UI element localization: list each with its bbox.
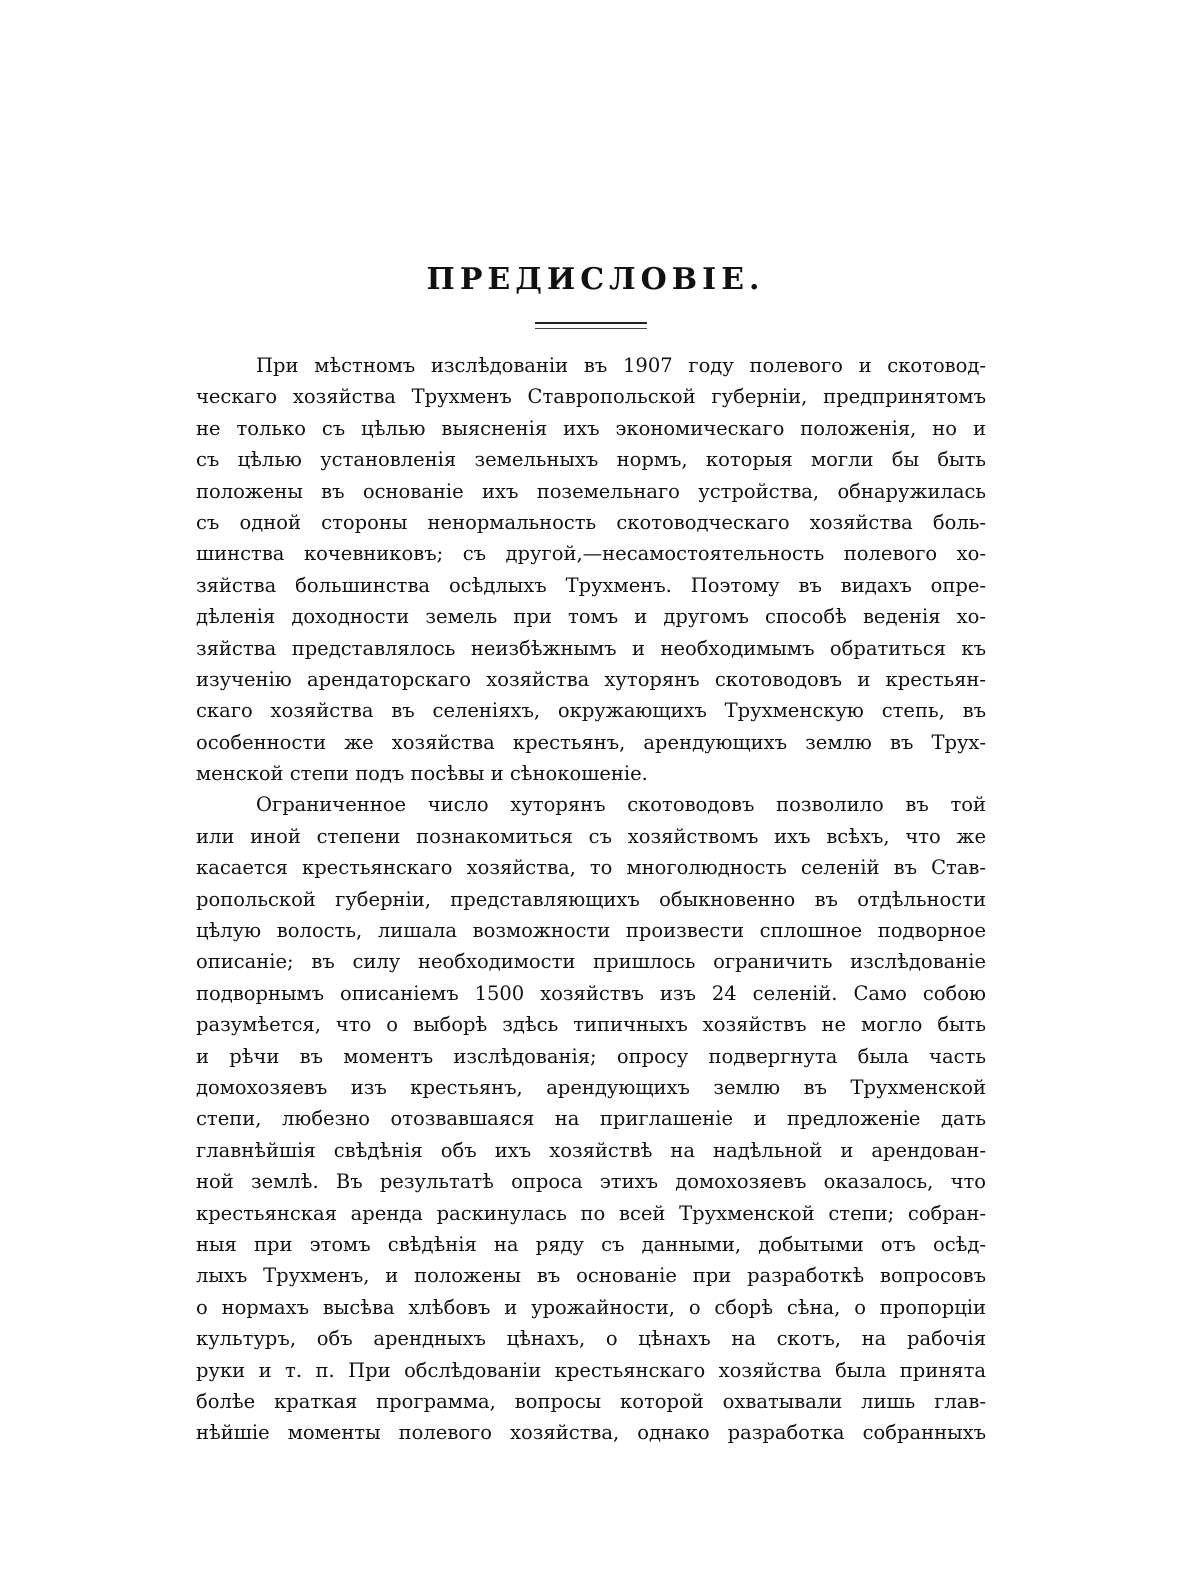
- text-line: нѣйшіе моменты полевого хозяйства, однако разработка собранныхъ: [196, 1421, 986, 1445]
- text-line: цѣлую волость, лишала возможности произвести сплошное подворное: [196, 919, 986, 943]
- text-line: касается крестьянскаго хозяйства, то многолюдность селеній въ Став-: [196, 856, 986, 880]
- text-line: болѣе краткая программа, вопросы которой охватывали лишь глав-: [196, 1389, 986, 1413]
- text-line: зяйства представлялось неизбѣжнымъ и необходимымъ обратиться къ: [196, 636, 986, 660]
- text-line: руки и т. п. При обслѣдованіи крестьянскаго хозяйства была принята: [196, 1358, 986, 1382]
- text-line: подворнымъ описаніемъ 1500 хозяйствъ изъ 24 селеній. Само собою: [196, 981, 986, 1005]
- paragraph-2: [196, 789, 986, 1448]
- text-line: ной землѣ. Въ результатѣ опроса этихъ домохозяевъ оказалось, что: [196, 1170, 986, 1194]
- page-title: ПРЕДИСЛОВІЕ.: [426, 262, 765, 297]
- text-line: степи, любезно отозвавшаяся на приглашеніе и предложеніе дать: [196, 1107, 986, 1131]
- text-line: менской степи подъ посѣвы и сѣнокошеніе.: [196, 762, 648, 786]
- text-line: или иной степени познакомиться съ хозяйствомъ ихъ всѣхъ, что же: [196, 824, 986, 848]
- text-line: ропольской губерніи, представляющихъ обыкновенно въ отдѣльности: [196, 887, 986, 911]
- title-divider-thin: [535, 328, 647, 329]
- text-line: дѣленія доходности земель при томъ и другомъ способѣ веденія хо-: [196, 605, 986, 629]
- text-line: крестьянская аренда раскинулась по всей Трухменской степи; собран-: [196, 1201, 986, 1225]
- text-line: особенности же хозяйства крестьянъ, арендующихъ землю въ Трух-: [196, 730, 986, 754]
- text-line: скаго хозяйства въ селеніяхъ, окружающихъ Трухменскую степь, въ: [196, 699, 986, 723]
- text-line: Ограниченное число хуторянъ скотоводовъ позволило въ той: [256, 793, 986, 817]
- text-line: съ одной стороны ненормальность скотоводческаго хозяйства боль-: [196, 510, 986, 534]
- text-line: шинства кочевниковъ; съ другой,—несамостоятельность полевого хо-: [196, 542, 986, 566]
- text-line: о нормахъ высѣва хлѣбовъ и урожайности, о сборѣ сѣна, о пропорціи: [196, 1295, 986, 1319]
- text-line: ныя при этомъ свѣдѣнія на ряду съ данными, добытыми отъ осѣд-: [196, 1232, 986, 1256]
- text-line: съ цѣлью установленія земельныхъ нормъ, которыя могли бы быть: [196, 448, 986, 472]
- text-line: не только съ цѣлью выясненія ихъ экономическаго положенія, но и: [196, 416, 986, 440]
- body-text: [196, 350, 986, 1449]
- text-line: зяйства большинства осѣдлыхъ Трухменъ. Поэтому въ видахъ опре-: [196, 573, 986, 597]
- text-line: При мѣстномъ изслѣдованіи въ 1907 году полевого и скотовод-: [256, 354, 986, 377]
- title-divider: [535, 322, 647, 324]
- text-line: ческаго хозяйства Трухменъ Ставропольской губерніи, предпринятомъ: [196, 385, 986, 409]
- text-line: положены въ основаніе ихъ поземельнаго устройства, обнаружилась: [196, 479, 986, 503]
- text-line: изученію арендаторскаго хозяйства хуторянъ скотоводовъ и крестьян-: [196, 667, 986, 691]
- text-line: и рѣчи въ моментъ изслѣдованія; опросу подвергнута была часть: [196, 1044, 986, 1068]
- text-line: описаніе; въ силу необходимости пришлось ограничить изслѣдованіе: [196, 950, 986, 974]
- text-line: культуръ, объ арендныхъ цѣнахъ, о цѣнахъ на скотъ, на рабочія: [196, 1327, 986, 1351]
- text-line: лыхъ Трухменъ, и положены въ основаніе при разработкѣ вопросовъ: [196, 1264, 986, 1288]
- text-line: разумѣется, что о выборѣ здѣсь типичныхъ хозяйствъ не могло быть: [196, 1013, 986, 1037]
- text-line: главнѣйшія свѣдѣнія объ ихъ хозяйствѣ на надѣльной и арендован-: [196, 1138, 986, 1162]
- text-line: домохозяевъ изъ крестьянъ, арендующихъ землю въ Трухменской: [196, 1075, 986, 1099]
- paragraph-1: [196, 350, 986, 789]
